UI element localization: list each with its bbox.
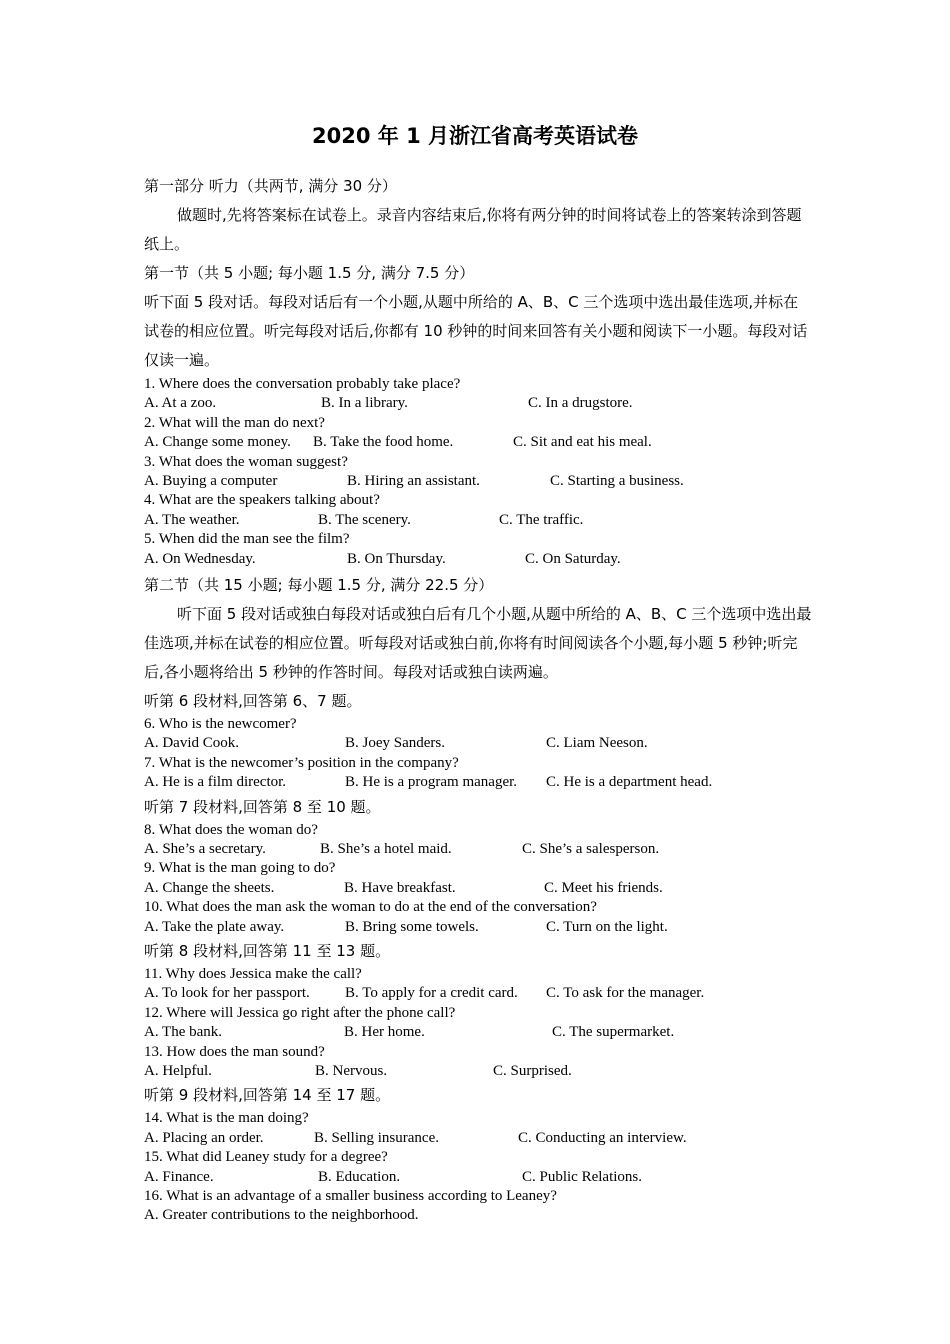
option-a: A. On Wednesday. [144,550,256,567]
option-b: B. Have breakfast. [344,879,456,896]
option-a: A. Finance. [144,1168,214,1185]
question-4: 4. What are the speakers talking about? [144,492,380,509]
option-a: A. Change some money. [144,434,291,451]
option-c: C. The traffic. [499,511,584,528]
part1-intro: 做题时,先将答案标在试卷上。录音内容结束后,你将有两分钟的时间将试卷上的答案转涂到答题纸上。 [144,206,802,253]
section1-instruction: 听下面 5 段对话。每段对话后有一个小题,从题中所给的 A、B、C 三个选项中选出最佳选项,并标在试卷的相应位置。听完每段对话后,你都有 10 秒钟的时间来回答有关小题和阅读下一小题。每段对话仅读一遍。 [144,293,808,369]
group-label-7: 听第 7 段材料,回答第 8 至 10 题。 [144,797,381,816]
option-b: B. In a library. [321,395,408,412]
section1-heading: 第一节（共 5 小题; 每小题 1.5 分, 满分 7.5 分） [144,264,475,282]
part1-heading: 第一部分 听力（共两节, 满分 30 分） [144,177,397,195]
section1-questions [144,375,824,569]
option-c: C. The supermarket. [552,1024,675,1041]
question-5: 5. When did the man see the film? [144,531,350,548]
option-b: B. The scenery. [318,511,411,528]
question-7: 7. What is the newcomer’s position in the company? [144,754,459,771]
option-c: C. Conducting an interview. [518,1129,687,1146]
question-1-options [144,394,824,413]
option-a: A. Take the plate away. [144,918,285,935]
question-12-options [144,1023,824,1042]
group-label-9: 听第 9 段材料,回答第 14 至 17 题。 [144,1086,391,1105]
question-11: 11. Why does Jessica make the call? [144,965,362,982]
option-c: C. To ask for the manager. [546,985,705,1002]
question-4-options [144,511,824,530]
section2-instruction: 听下面 5 段对话或独白每段对话或独白后有几个小题,从题中所给的 A、B、C 三个选项中选出最佳选项,并标在试卷的相应位置。听每段对话或独白前,你将有时间阅读各个小题,每小题 5 秒钟;听完后,各小题将给出 5 秒钟的作答时间。每段对话或独白读两遍。 [144,604,812,681]
option-c: C. Turn on the light. [546,918,668,935]
option-a: A. Change the sheets. [144,879,275,896]
group-label-8: 听第 8 段材料,回答第 11 至 13 题。 [144,941,391,960]
option-a: A. The bank. [144,1024,223,1041]
question-14-options [144,1129,824,1148]
option-b: B. Education. [318,1168,401,1185]
question-16-option-a: A. Greater contributions to the neighborhood. [144,1207,419,1224]
option-b: B. Her home. [344,1024,425,1041]
question-3-options [144,472,824,491]
option-c: C. In a drugstore. [528,395,633,412]
option-a: A. The weather. [144,511,240,528]
option-c: C. Starting a business. [550,473,684,489]
option-b: B. To apply for a credit card. [345,985,518,1002]
option-b: B. Bring some towels. [345,918,479,935]
option-b: B. Joey Sanders. [345,735,445,752]
question-2: 2. What will the man do next? [144,414,325,431]
question-6-options [144,734,824,753]
question-11-options [144,984,824,1003]
page-title: 2020 年 1 月浙江省高考英语试卷 [312,124,638,148]
question-8-options [144,840,824,859]
option-c: C. On Saturday. [525,550,621,567]
question-7-options [144,773,824,792]
option-a: A. Buying a computer [144,473,278,489]
exam-content [144,172,824,1226]
question-14: 14. What is the man doing? [144,1110,309,1127]
option-c: C. Liam Neeson. [546,735,648,752]
question-10-options [144,918,824,937]
option-c: C. Public Relations. [522,1168,642,1185]
option-a: A. Placing an order. [144,1129,264,1146]
option-b: B. Selling insurance. [314,1129,439,1146]
question-13-options [144,1062,824,1081]
question-8: 8. What does the woman do? [144,821,318,838]
question-9-options [144,879,824,898]
option-c: C. Surprised. [493,1062,572,1079]
option-c: C. Meet his friends. [544,879,663,896]
question-9: 9. What is the man going to do? [144,860,336,877]
option-b: B. He is a program manager. [345,774,518,791]
question-15: 15. What did Leaney study for a degree? [144,1149,388,1166]
question-1: 1. Where does the conversation probably take place? [144,376,461,392]
question-2-options [144,433,824,452]
option-a: A. Helpful. [144,1062,212,1079]
question-5-options [144,550,824,569]
option-c: C. Sit and eat his meal. [513,434,652,451]
option-a: A. She’s a secretary. [144,840,266,857]
question-10: 10. What does the man ask the woman to do at the end of the conversation? [144,899,597,916]
option-b: B. She’s a hotel maid. [320,840,452,857]
group-label-6: 听第 6 段材料,回答第 6、7 题。 [144,691,362,710]
question-13: 13. How does the man sound? [144,1043,325,1060]
option-c: C. He is a department head. [546,774,713,791]
section2-heading: 第二节（共 15 小题; 每小题 1.5 分, 满分 22.5 分） [144,575,494,594]
option-a: A. David Cook. [144,735,239,752]
option-b: B. On Thursday. [347,550,446,567]
question-16: 16. What is an advantage of a smaller business according to Leaney? [144,1187,557,1204]
option-a: A. At a zoo. [144,395,217,412]
option-b: B. Nervous. [315,1062,388,1079]
question-6: 6. Who is the newcomer? [144,715,297,732]
question-15-options [144,1168,824,1187]
question-3: 3. What does the woman suggest? [144,453,348,470]
option-c: C. She’s a salesperson. [522,840,660,857]
question-12: 12. Where will Jessica go right after the phone call? [144,1004,456,1021]
option-a: A. He is a film director. [144,774,287,791]
option-a: A. To look for her passport. [144,985,310,1002]
option-b: B. Take the food home. [313,434,454,451]
option-b: B. Hiring an assistant. [347,473,480,489]
